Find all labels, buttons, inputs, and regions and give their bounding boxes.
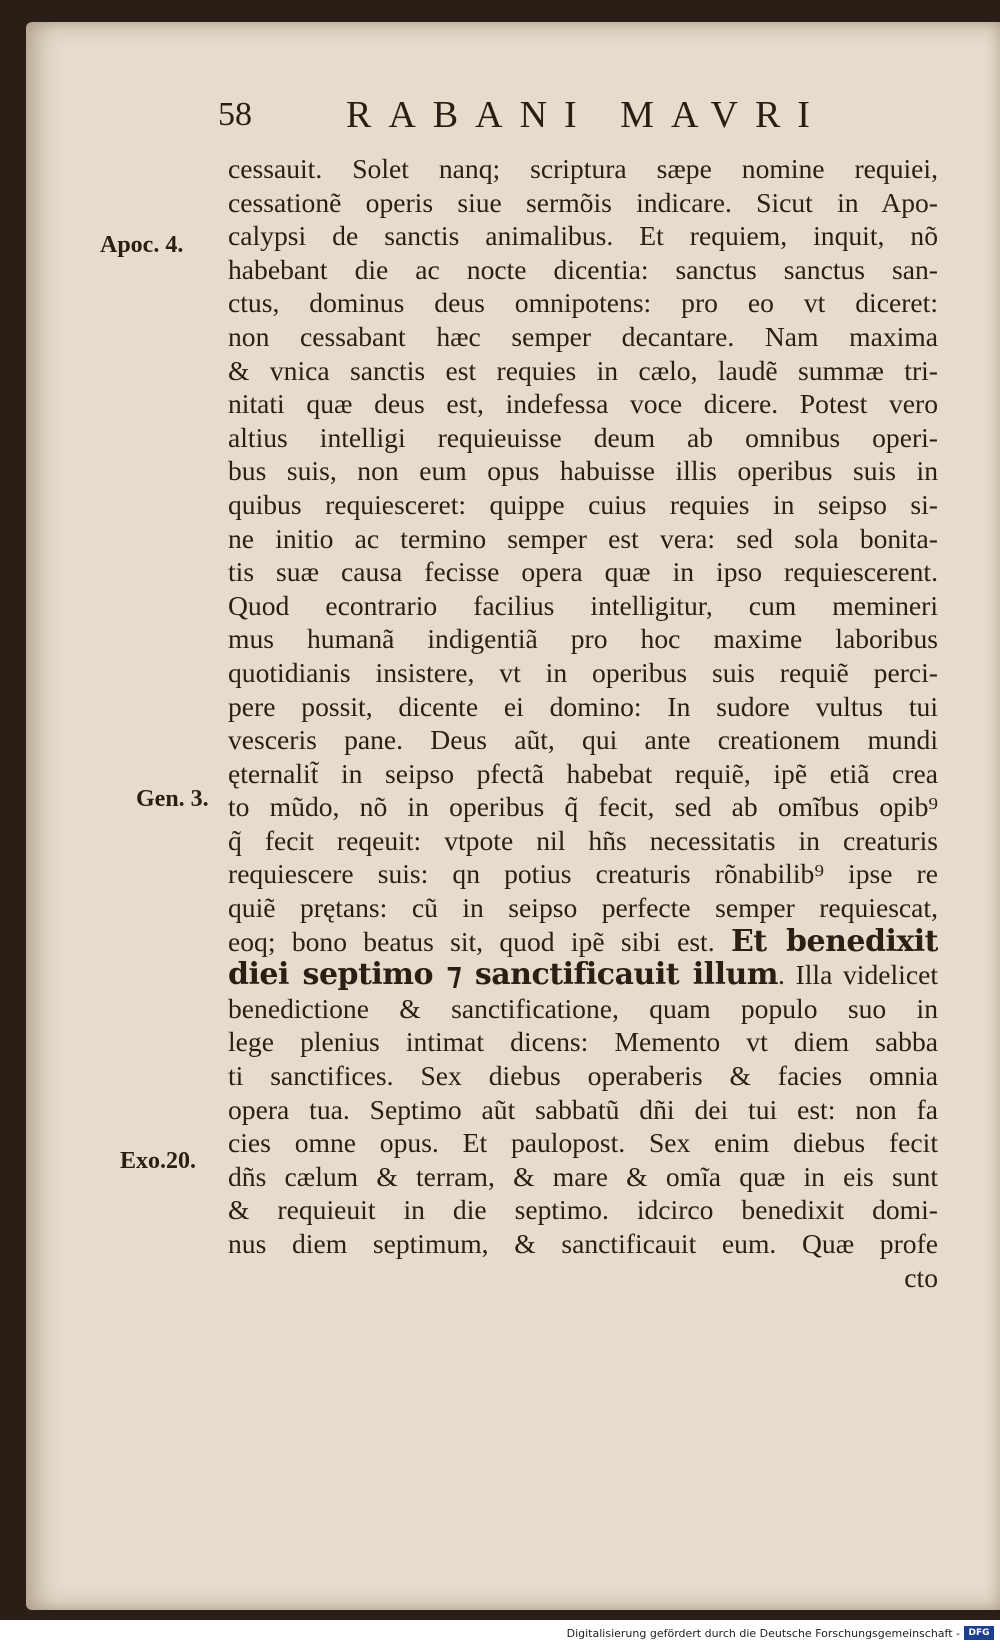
folio-number: 58 — [218, 96, 252, 133]
body-text — [228, 152, 938, 1294]
text-line: quiẽ prętans: cũ in seipso perfecte semper requiescat, — [228, 892, 938, 924]
dfg-logo: DFG — [964, 1626, 994, 1640]
text-line: opera tua. Septimo aũt sabbatũ dñi dei tui est: non fa — [228, 1093, 938, 1125]
text-line: dñs cælum & terram, & mare & omĩa quæ in eis sunt — [228, 1160, 938, 1192]
text-line: q̃ fecit reqeuit: vtpote nil hñs necessitatis in creaturis — [228, 824, 938, 856]
text-line: nus diem septimum, & sanctificauit eum. Quæ profe — [228, 1228, 938, 1259]
text-line: calypsi de sanctis animalibus. Et requiem, inquit, nõ — [228, 220, 938, 252]
text-line: tis suæ causa fecisse opera quæ in ipso requiescerent. — [228, 556, 938, 588]
text-line: mus humanã indigentiã pro hoc maxime laboribus — [228, 623, 938, 655]
text-line: quibus requiesceret: quippe cuius requies in seipso si- — [228, 488, 938, 520]
text-line: diei septimo ⁊ sanctificauit illum. Illa videlicet — [228, 958, 938, 992]
text-line: ęternalit̃ in seipso pfectã habebat requiẽ, ipẽ etiã crea — [228, 757, 938, 789]
text-line: benedictione & sanctificatione, quam populo suo in — [228, 992, 938, 1024]
text-line: to mũdo, nõ in operibus q̃ fecit, sed ab omĩbus opib⁹ — [228, 791, 938, 823]
text-line: requiescere suis: qn potius creaturis rõnabilib⁹ ipse re — [228, 858, 938, 890]
blackletter-lemma: diei septimo ⁊ sanctificauit illum — [228, 958, 779, 992]
blackletter-lemma: Et benedixit — [730, 924, 938, 959]
text-line: pere possit, dicente ei domino: In sudore vultus tui — [228, 690, 938, 722]
text-line: bus suis, non eum opus habuisse illis operibus suis in — [228, 455, 938, 487]
page-header — [218, 92, 898, 138]
text-line: Quod econtrario facilius intelligitur, cum memineri — [228, 589, 938, 621]
text-line: habebant die ac nocte dicentia: sanctus sanctus san- — [228, 253, 938, 285]
text-line: ti sanctifices. Sex diebus operaberis & facies omnia — [228, 1060, 938, 1092]
margin-note-gen: Gen. 3. — [136, 786, 209, 812]
margin-note-apoc: Apoc. 4. — [100, 232, 184, 258]
text-line: & requieuit in die septimo. idcirco benedixit domi- — [228, 1194, 938, 1226]
running-title: RABANI MAVRI — [346, 94, 827, 136]
text-line: non cessabant hæc semper decantare. Nam maxima — [228, 320, 938, 352]
text-line: ctus, dominus deus omnipotens: pro eo vt diceret: — [228, 287, 938, 319]
text-line: cessauit. Solet nanq; scriptura sæpe nomine requiei, — [228, 153, 938, 184]
text-line: cessationẽ operis siue sermõis indicare. Sicut in Apo- — [228, 186, 938, 218]
text-line: altius intelligi requieuisse deum ab omnibus operi- — [228, 421, 938, 453]
text-line: & vnica sanctis est requies in cælo, laudẽ summæ tri- — [228, 354, 938, 386]
margin-note-exo: Exo.20. — [120, 1148, 197, 1174]
text-line: vesceris pane. Deus aũt, qui ante creationem mundi — [228, 724, 938, 756]
text-line: eoq; bono beatus sit, quod ipẽ sibi est. Et benedixit — [228, 924, 938, 959]
text-line: lege plenius intimat dicens: Memento vt diem sabba — [228, 1026, 938, 1058]
text-line: quotidianis insistere, vt in operibus suis requiẽ perci- — [228, 656, 938, 688]
catchword: cto — [904, 1261, 938, 1293]
text-line: nitati quæ deus est, indefessa voce dicere. Potest vero — [228, 388, 938, 420]
digitization-credit: Digitalisierung gefördert durch die Deutsche Forschungsgemeinschaft - — [566, 1627, 960, 1640]
text-line: ne initio ac termino semper est vera: sed sola bonita- — [228, 522, 938, 554]
text-line: cies omne opus. Et paulopost. Sex enim diebus fecit — [228, 1127, 938, 1159]
